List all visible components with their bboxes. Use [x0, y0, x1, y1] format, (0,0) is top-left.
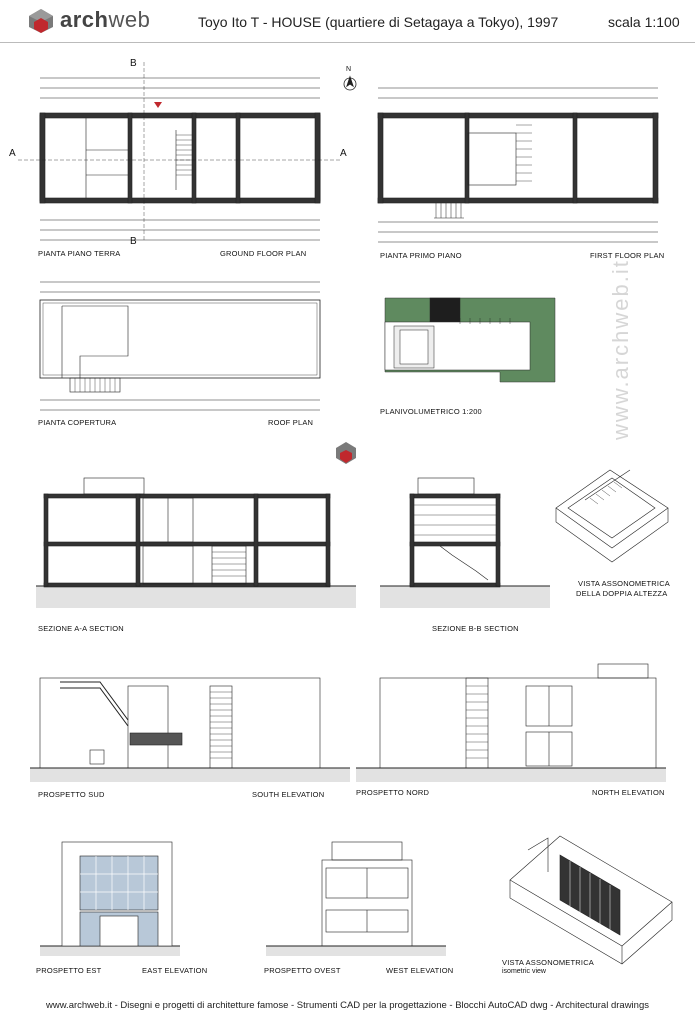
- roof-plan: [40, 282, 320, 410]
- roof-plan-label-it: PIANTA COPERTURA: [38, 418, 117, 427]
- center-logo-icon: [336, 442, 356, 464]
- footer-text: www.archweb.it - Disegni e progetti di architetture famose - Strumenti CAD per la progettazione - Blocchi AutoCAD dwg - Architectural drawings: [46, 1000, 649, 1011]
- ground-floor-label-en: GROUND FLOOR PLAN: [220, 249, 307, 258]
- first-floor-label-it: PIANTA PRIMO PIANO: [380, 251, 462, 260]
- axo-double-label-2: DELLA DOPPIA ALTEZZA: [576, 589, 668, 598]
- site-plan-label: PLANIVOLUMETRICO 1:200: [380, 407, 482, 416]
- section-aa: [36, 478, 356, 608]
- ground-floor-plan: [18, 62, 340, 240]
- section-marker-a-left: A: [9, 148, 16, 159]
- ground-floor-label-it: PIANTA PIANO TERRA: [38, 249, 121, 258]
- north-elevation: [356, 664, 666, 782]
- south-elevation-label-it: PROSPETTO SUD: [38, 790, 105, 799]
- south-elevation-label-en: SOUTH ELEVATION: [252, 790, 325, 799]
- brand-name: archweb: [60, 7, 151, 32]
- north-elevation-label-it: PROSPETTO NORD: [356, 788, 430, 797]
- west-elevation-label-it: PROSPETTO OVEST: [264, 966, 341, 975]
- first-floor-plan: [378, 88, 658, 242]
- north-label: N: [346, 66, 352, 73]
- section-bb-label: SEZIONE B-B SECTION: [432, 624, 519, 633]
- east-elevation: [40, 842, 180, 956]
- section-marker-b-top: B: [130, 58, 137, 69]
- site-plan: [385, 298, 555, 382]
- west-elevation: [266, 842, 446, 956]
- page-title: Toyo Ito T - HOUSE (quartiere di Setagaya a Tokyo), 1997: [198, 14, 559, 30]
- isometric-view: [510, 836, 672, 964]
- north-elevation-label-en: NORTH ELEVATION: [592, 788, 665, 797]
- watermark: www.archweb.it: [608, 259, 633, 440]
- scale-label: scala 1:100: [608, 14, 680, 30]
- south-elevation: [30, 678, 350, 782]
- isometric-label-2: isometric view: [502, 968, 546, 975]
- east-elevation-label-it: PROSPETTO EST: [36, 966, 102, 975]
- east-elevation-label-en: EAST ELEVATION: [142, 966, 208, 975]
- first-floor-label-en: FIRST FLOOR PLAN: [590, 251, 665, 260]
- axo-double-height: [556, 470, 668, 562]
- section-aa-label: SEZIONE A-A SECTION: [38, 624, 124, 633]
- roof-plan-label-en: ROOF PLAN: [268, 418, 314, 427]
- isometric-label-1: VISTA ASSONOMETRICA: [502, 958, 595, 967]
- west-elevation-label-en: WEST ELEVATION: [386, 966, 454, 975]
- section-bb: [380, 478, 550, 608]
- section-marker-b-bottom: B: [130, 236, 137, 247]
- section-marker-a-right: A: [340, 148, 347, 159]
- north-arrow-icon: [344, 77, 356, 90]
- axo-double-label-1: VISTA ASSONOMETRICA: [578, 579, 671, 588]
